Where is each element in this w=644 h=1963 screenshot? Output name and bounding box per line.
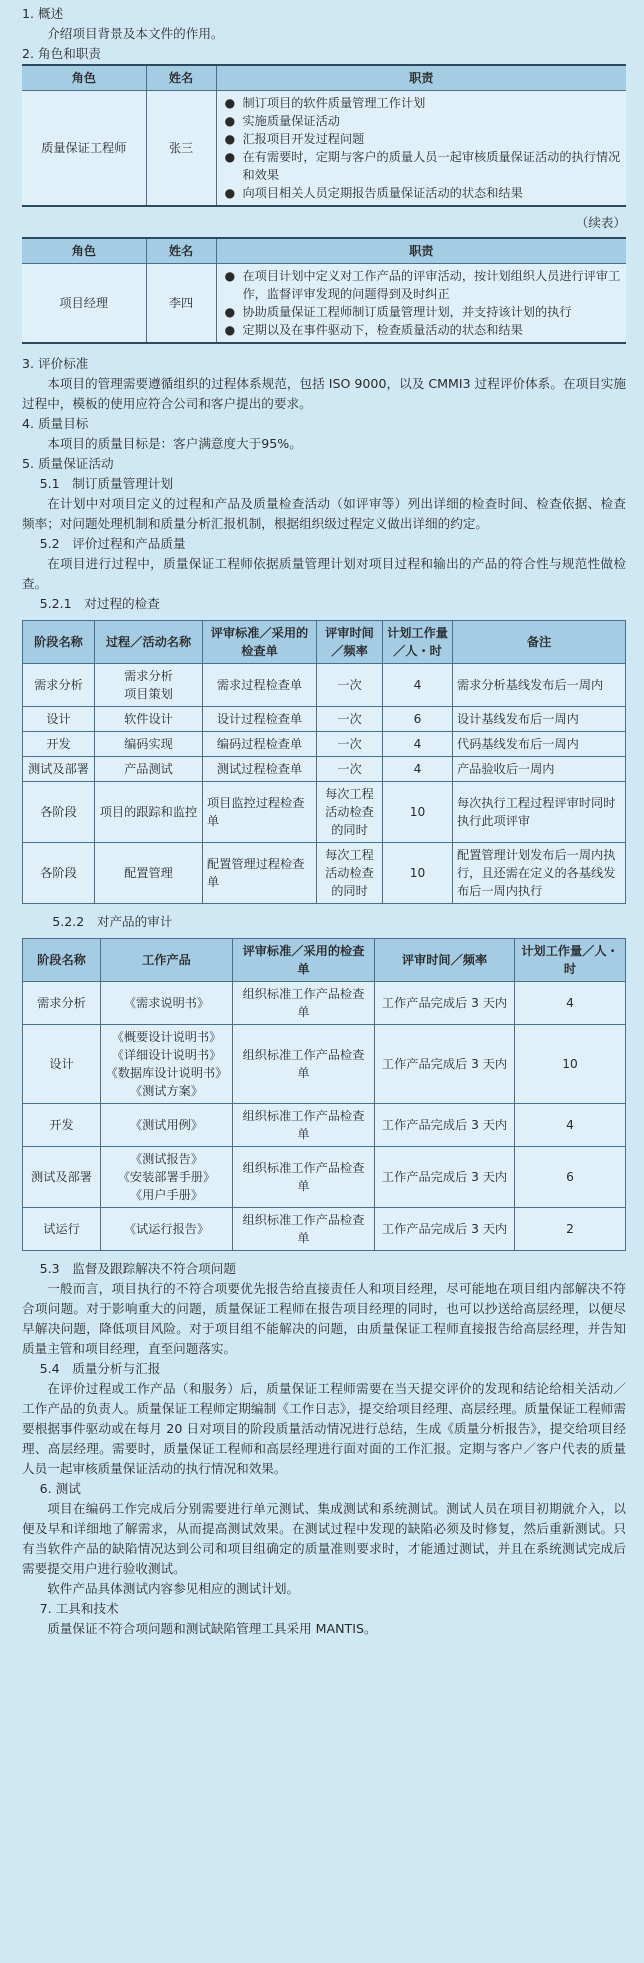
section-3-text: 本项目的管理需要遵循组织的过程体系规范，包括 ISO 9000，以及 CMMI3 过程评价体系。在项目实施过程中，模板的使用应符合公司和客户提出的要求。: [22, 376, 626, 411]
duty-item: [221, 148, 623, 184]
section-5-4-title: 5.4 质量分析与汇报: [39, 1361, 161, 1376]
section-6-title: 6. 测试: [39, 1481, 81, 1496]
stage-cell: 设计: [23, 1025, 101, 1104]
checklist-cell: 项目监控过程检查单: [203, 782, 317, 843]
name-cell: 张三: [146, 91, 216, 207]
header-name: 姓名: [146, 65, 216, 91]
frequency-cell: 每次工程 活动检查 的同时: [317, 843, 383, 904]
frequency-cell: 一次: [317, 664, 383, 707]
section-5-2-1-title: 5.2.1 对过程的检查: [39, 596, 160, 611]
bullet-icon: ●: [224, 323, 236, 337]
duty-item: [221, 184, 623, 202]
product-item: 《测试报告》: [129, 1152, 204, 1166]
bullet-icon: ●: [224, 150, 236, 164]
effort-cell: 4: [515, 1104, 626, 1147]
stage-cell: 试运行: [23, 1208, 101, 1251]
section-4-text: 本项目的质量目标是：客户满意度大于95%。: [47, 436, 302, 451]
duty-item: [221, 267, 623, 303]
product-item: 《安装部署手册》: [117, 1170, 216, 1184]
frequency-cell: 工作产品完成后 3 天内: [375, 982, 515, 1025]
header-product: 工作产品: [101, 939, 233, 982]
effort-cell: 10: [383, 843, 453, 904]
duty-item: [221, 112, 623, 130]
section-5-1-title: 5.1 制订质量管理计划: [39, 476, 173, 491]
table-row: [23, 782, 626, 843]
header-frequency: 评审时间／频率: [375, 939, 515, 982]
table-row: [23, 1104, 626, 1147]
effort-cell: 4: [383, 664, 453, 707]
duty-cell: [216, 264, 626, 344]
section-6-text: 项目在编码工作完成后分别需要进行单元测试、集成测试和系统测试。测试人员在项目初期就介入，以便及早和详细地了解需求，从而提高测试效果。在测试过程中发现的缺陷必须及时修复，然后重新测试。只有当软件产品的缺陷情况达到公司和项目组确定的质量准则要求时，才能通过测试，并且在系统测试完成后需要提交用户进行验收测试。: [22, 1501, 626, 1576]
frequency-cell: 一次: [317, 707, 383, 732]
activity-cell: 编码实现: [95, 732, 203, 757]
effort-cell: 4: [383, 732, 453, 757]
section-5-2-title: 5.2 评价过程和产品质量: [39, 536, 186, 551]
stage-cell: 测试及部署: [23, 1147, 101, 1208]
duty-text: 汇报项目开发过程问题: [242, 132, 365, 146]
table-row: [23, 1025, 626, 1104]
name-cell: 李四: [146, 264, 216, 344]
checklist-cell: 组织标准工作产品检查单: [233, 1208, 375, 1251]
frequency-cell: 一次: [317, 732, 383, 757]
section-4-title: 4. 质量目标: [22, 416, 89, 431]
duty-text: 向项目相关人员定期报告质量保证活动的状态和结果: [242, 186, 523, 200]
product-audit-table: [22, 938, 626, 1251]
section-1-title: 1. 概述: [22, 6, 64, 21]
checklist-cell: 设计过程检查单: [203, 707, 317, 732]
frequency-cell: 工作产品完成后 3 天内: [375, 1025, 515, 1104]
duty-text: 在项目计划中定义对工作产品的评审活动，按计划组织人员进行评审工作，监督评审发现的问题得到及时纠正: [242, 269, 621, 301]
roles-table-1: [22, 64, 626, 207]
note-cell: 设计基线发布后一周内: [453, 707, 626, 732]
duty-item: [221, 303, 623, 321]
header-checklist: 评审标准／采用的检查单: [203, 621, 317, 664]
stage-cell: 各阶段: [23, 782, 95, 843]
header-activity: 过程／活动名称: [95, 621, 203, 664]
stage-cell: 需求分析: [23, 982, 101, 1025]
role-cell: 质量保证工程师: [22, 91, 146, 207]
header-name: 姓名: [146, 238, 216, 264]
product-item: 《详细设计说明书》: [111, 1048, 222, 1062]
activity-cell: 软件设计: [95, 707, 203, 732]
section-5-2-2-title: 5.2.2 对产品的审计: [52, 914, 173, 929]
section-2-title: 2. 角色和职责: [22, 46, 101, 61]
frequency-cell: 工作产品完成后 3 天内: [375, 1104, 515, 1147]
checklist-cell: 配置管理过程检查单: [203, 843, 317, 904]
bullet-icon: ●: [224, 305, 236, 319]
section-5-4-text: 在评价过程或工作产品（和服务）后，质量保证工程师需要在当天提交评价的发现和结论给相关活动／工作产品的负责人。质量保证工程师定期编制《工作日志》，提交给项目经理、高层经理。质量保证工程师需要根据事件驱动或在每月 20 日对项目的阶段质量活动情况进行总结，生成《质量分析报告》，提交给项目经理、高层经理。需要时，质量保证工程师和高层经理进行面对面的工作汇报。定期与客户／客户代表的质量人员一起审核质量保证活动的执行情况和效果。: [22, 1381, 626, 1476]
note-cell: 每次执行工程过程评审时同时执行此项评审: [453, 782, 626, 843]
table-row: [23, 1147, 626, 1208]
header-stage: 阶段名称: [23, 621, 95, 664]
effort-cell: 6: [515, 1147, 626, 1208]
effort-cell: 10: [383, 782, 453, 843]
bullet-icon: ●: [224, 269, 236, 283]
section-1-text: 介绍项目背景及本文件的作用。: [47, 26, 224, 41]
product-item: 《试运行报告》: [123, 1222, 210, 1236]
section-7-text: 质量保证不符合项问题和测试缺陷管理工具采用 MANTIS。: [47, 1621, 377, 1636]
frequency-cell: 工作产品完成后 3 天内: [375, 1208, 515, 1251]
duty-text: 协助质量保证工程师制订质量管理计划，并支持该计划的执行: [242, 305, 572, 319]
header-note: 备注: [453, 621, 626, 664]
process-check-table: [22, 620, 626, 904]
product-cell: [101, 1147, 233, 1208]
product-item: 《测试用例》: [129, 1118, 204, 1132]
stage-cell: 开发: [23, 732, 95, 757]
section-5-1-text: 在计划中对项目定义的过程和产品及质量检查活动（如评审等）列出详细的检查时间、检查依据、检查频率；对问题处理机制和质量分析汇报机制，根据组织级过程定义做出详细的约定。: [22, 496, 626, 531]
section-6-text-2: 软件产品具体测试内容参见相应的测试计划。: [47, 1581, 300, 1596]
section-5-title: 5. 质量保证活动: [22, 456, 114, 471]
checklist-cell: 组织标准工作产品检查单: [233, 982, 375, 1025]
checklist-cell: 编码过程检查单: [203, 732, 317, 757]
activity-cell: 产品测试: [95, 757, 203, 782]
header-effort: 计划工作量／人・时: [515, 939, 626, 982]
stage-cell: 各阶段: [23, 843, 95, 904]
stage-cell: 需求分析: [23, 664, 95, 707]
note-cell: 配置管理计划发布后一周内执行，且还需在定义的各基线发布后一周内执行: [453, 843, 626, 904]
product-item: 《需求说明书》: [123, 996, 210, 1010]
table-row: [23, 1208, 626, 1251]
product-cell: [101, 982, 233, 1025]
table-row: [23, 732, 626, 757]
section-5-3-text: 一般而言，项目执行的不符合项要优先报告给直接责任人和项目经理，尽可能地在项目组内部解决不符合项问题。对于影响重大的问题，质量保证工程师在报告项目经理的同时，也可以抄送给高层经理，以便尽早解决问题，降低项目风险。对于项目组不能解决的问题，由质量保证工程师直接报告给高层经理，并告知质量主管和项目经理，直至问题落实。: [22, 1281, 626, 1356]
duty-text: 定期以及在事件驱动下，检查质量活动的状态和结果: [242, 323, 523, 337]
section-3-title: 3. 评价标准: [22, 356, 89, 371]
product-item: 《数据库设计说明书》: [105, 1066, 228, 1080]
checklist-cell: 组织标准工作产品检查单: [233, 1104, 375, 1147]
duty-item: [221, 130, 623, 148]
frequency-cell: 工作产品完成后 3 天内: [375, 1147, 515, 1208]
checklist-cell: 需求过程检查单: [203, 664, 317, 707]
roles-table-2: [22, 237, 626, 344]
table-row: [23, 707, 626, 732]
note-cell: 代码基线发布后一周内: [453, 732, 626, 757]
product-cell: [101, 1208, 233, 1251]
duty-text: 在有需要时，定期与客户的质量人员一起审核质量保证活动的执行情况和效果: [242, 150, 621, 182]
checklist-cell: 组织标准工作产品检查单: [233, 1025, 375, 1104]
continued-label: （续表）: [575, 215, 626, 230]
duty-text: 制订项目的软件质量管理工作计划: [242, 96, 426, 110]
product-cell: [101, 1025, 233, 1104]
header-effort: 计划工作量／人・时: [383, 621, 453, 664]
header-duty: 职责: [216, 238, 626, 264]
header-duty: 职责: [216, 65, 626, 91]
product-cell: [101, 1104, 233, 1147]
section-5-3-title: 5.3 监督及跟踪解决不符合项问题: [39, 1261, 236, 1276]
duty-item: [221, 321, 623, 339]
effort-cell: 10: [515, 1025, 626, 1104]
bullet-icon: ●: [224, 186, 236, 200]
header-frequency: 评审时间／频率: [317, 621, 383, 664]
stage-cell: 测试及部署: [23, 757, 95, 782]
effort-cell: 2: [515, 1208, 626, 1251]
header-role: 角色: [22, 65, 146, 91]
table-row: [23, 757, 626, 782]
frequency-cell: 一次: [317, 757, 383, 782]
stage-cell: 开发: [23, 1104, 101, 1147]
duty-item: [221, 94, 623, 112]
header-checklist: 评审标准／采用的检查单: [233, 939, 375, 982]
table-row: [23, 664, 626, 707]
stage-cell: 设计: [23, 707, 95, 732]
activity-cell: 配置管理: [95, 843, 203, 904]
duty-list: [221, 94, 623, 202]
section-7-title: 7. 工具和技术: [39, 1601, 119, 1616]
bullet-icon: ●: [224, 96, 236, 110]
effort-cell: 4: [383, 757, 453, 782]
checklist-cell: 测试过程检查单: [203, 757, 317, 782]
frequency-cell: 每次工程 活动检查 的同时: [317, 782, 383, 843]
product-item: 《测试方案》: [129, 1084, 204, 1098]
product-item: 《用户手册》: [129, 1188, 204, 1202]
bullet-icon: ●: [224, 132, 236, 146]
table-row: [23, 982, 626, 1025]
duty-cell: [216, 91, 626, 207]
section-5-2-text: 在项目进行过程中，质量保证工程师依据质量管理计划对项目过程和输出的产品的符合性与规范性做检查。: [22, 556, 626, 591]
activity-cell: 项目的跟踪和监控: [95, 782, 203, 843]
header-role: 角色: [22, 238, 146, 264]
role-cell: 项目经理: [22, 264, 146, 344]
duty-text: 实施质量保证活动: [242, 114, 340, 128]
note-cell: 需求分析基线发布后一周内: [453, 664, 626, 707]
checklist-cell: 组织标准工作产品检查单: [233, 1147, 375, 1208]
duty-list: [221, 267, 623, 339]
table-row: [23, 843, 626, 904]
bullet-icon: ●: [224, 114, 236, 128]
product-item: 《概要设计说明书》: [111, 1030, 222, 1044]
note-cell: 产品验收后一周内: [453, 757, 626, 782]
activity-cell: 需求分析 项目策划: [95, 664, 203, 707]
effort-cell: 4: [515, 982, 626, 1025]
effort-cell: 6: [383, 707, 453, 732]
header-stage: 阶段名称: [23, 939, 101, 982]
